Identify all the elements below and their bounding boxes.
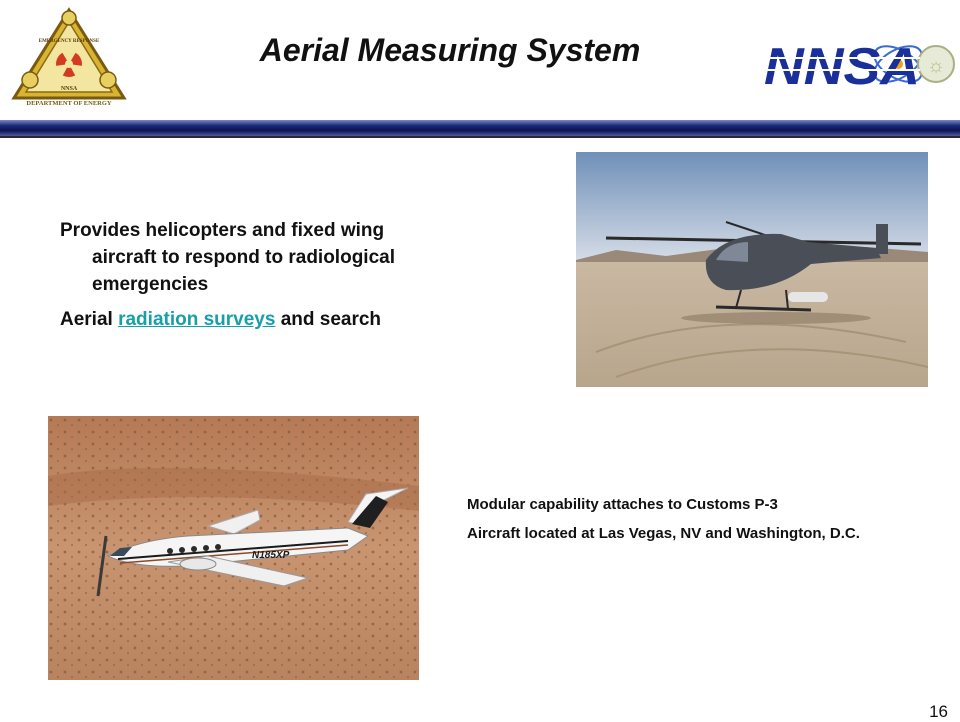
main-bullet-list [60, 217, 420, 333]
plane-registration: N185XP [252, 550, 290, 561]
bullet-aerial-surveys [60, 306, 420, 333]
nnsa-logo-text: NNSA [764, 38, 920, 96]
helicopter-photo [576, 152, 928, 387]
bullet-aerial-prefix: Aerial [60, 309, 119, 330]
seal-text: EMERGENCY RESPONSE [38, 39, 100, 44]
side-bullet-list [467, 495, 937, 544]
header-rule-shadow [0, 136, 960, 138]
bullet-modular-capability: Modular capability attaches to Customs P-3 [467, 496, 778, 513]
fixed-wing-aircraft-photo [48, 416, 419, 680]
bullet-aerial-suffix: and search [275, 309, 382, 330]
radiation-surveys-link[interactable]: radiation surveys [118, 309, 276, 330]
bullet-helicopters: Provides helicopters and fixed wing aircraft to respond to radiological emergencies [60, 220, 395, 295]
page-number: 16 [929, 702, 948, 721]
seal-bottom-text: DEPARTMENT OF ENERGY [26, 100, 112, 106]
nnsa-logo [760, 30, 960, 100]
header-rule [0, 120, 960, 136]
bullet-aircraft-location: Aircraft located at Las Vegas, NV and Washington, D.C. [467, 525, 860, 542]
seal-sub-text: NNSA [60, 86, 78, 92]
svg-text:☼: ☼ [926, 55, 946, 77]
emergency-response-seal [8, 6, 130, 106]
slide-title: Aerial Measuring System [259, 32, 641, 68]
